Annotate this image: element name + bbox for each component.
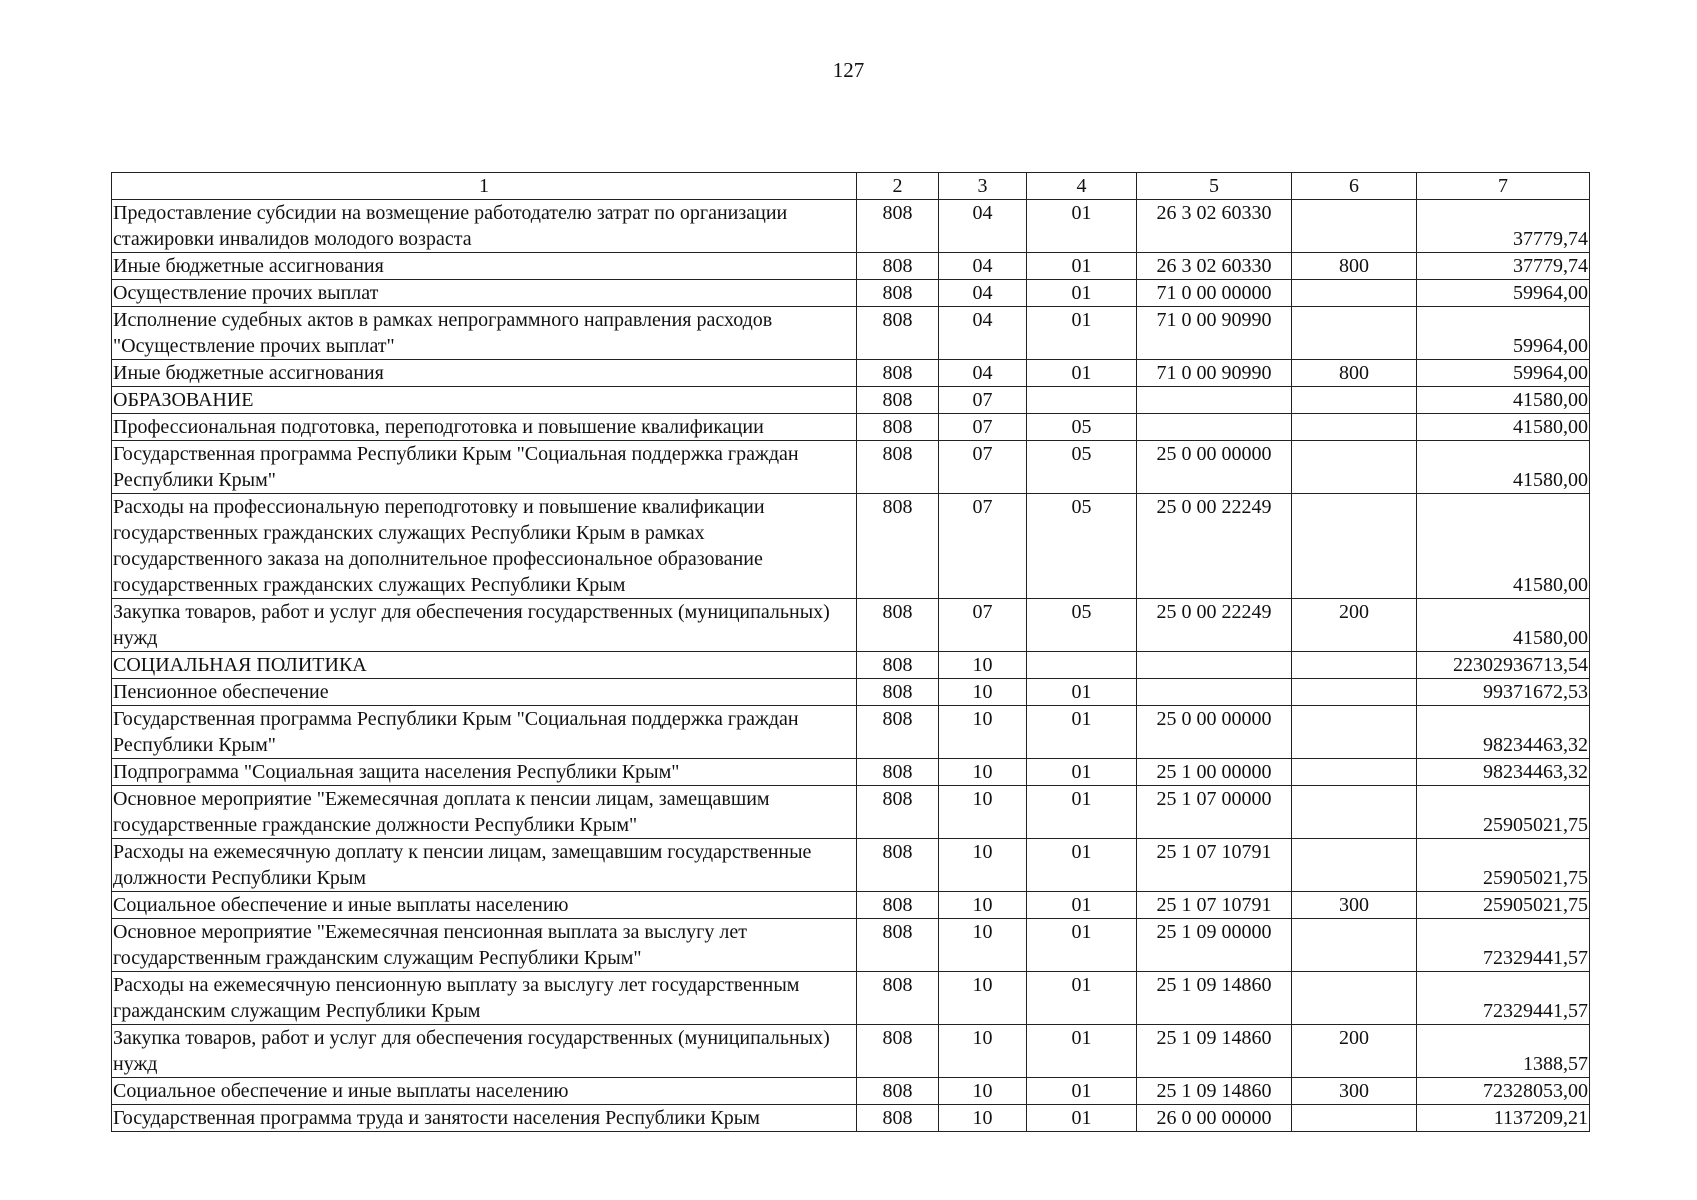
row-col-4: 05 xyxy=(1027,414,1137,441)
row-col-2: 808 xyxy=(857,307,939,360)
row-col-5: 71 0 00 90990 xyxy=(1137,307,1292,360)
row-name: Расходы на профессиональную переподготовку и повышение квалификации государственных гражданских служащих Республики Крым в рамках государственного заказа на дополнительное профессиональное образование государственных гражданских служащих Республики Крым xyxy=(112,494,857,599)
row-col-6 xyxy=(1292,414,1417,441)
row-col-4: 01 xyxy=(1027,1105,1137,1132)
row-col-2: 808 xyxy=(857,786,939,839)
row-col-3: 07 xyxy=(939,494,1027,599)
row-amount: 1388,57 xyxy=(1417,1025,1590,1078)
row-name: Закупка товаров, работ и услуг для обеспечения государственных (муниципальных) нужд xyxy=(112,599,857,652)
row-name: Расходы на ежемесячную доплату к пенсии лицам, замещавшим государственные должности Республики Крым xyxy=(112,839,857,892)
row-amount: 37779,74 xyxy=(1417,253,1590,280)
row-col-5: 25 0 00 22249 xyxy=(1137,599,1292,652)
row-col-3: 10 xyxy=(939,679,1027,706)
row-col-6 xyxy=(1292,706,1417,759)
row-amount: 72329441,57 xyxy=(1417,972,1590,1025)
row-name: Иные бюджетные ассигнования xyxy=(112,253,857,280)
row-name: ОБРАЗОВАНИЕ xyxy=(112,387,857,414)
row-col-6 xyxy=(1292,759,1417,786)
row-col-4: 01 xyxy=(1027,706,1137,759)
row-col-6 xyxy=(1292,441,1417,494)
row-col-5: 25 1 07 00000 xyxy=(1137,786,1292,839)
row-col-3: 10 xyxy=(939,786,1027,839)
header-row xyxy=(112,173,1590,200)
row-amount: 25905021,75 xyxy=(1417,839,1590,892)
table-row xyxy=(112,414,1590,441)
row-col-2: 808 xyxy=(857,1105,939,1132)
row-col-2: 808 xyxy=(857,759,939,786)
row-amount: 25905021,75 xyxy=(1417,786,1590,839)
row-amount: 59964,00 xyxy=(1417,280,1590,307)
row-amount: 41580,00 xyxy=(1417,414,1590,441)
row-col-6: 800 xyxy=(1292,360,1417,387)
row-col-6 xyxy=(1292,1105,1417,1132)
row-col-6 xyxy=(1292,280,1417,307)
header-col-5: 5 xyxy=(1137,173,1292,200)
row-col-3: 04 xyxy=(939,360,1027,387)
row-col-5: 25 0 00 00000 xyxy=(1137,706,1292,759)
row-amount: 41580,00 xyxy=(1417,494,1590,599)
row-col-4: 01 xyxy=(1027,360,1137,387)
row-amount: 1137209,21 xyxy=(1417,1105,1590,1132)
row-name: Государственная программа Республики Крым "Социальная поддержка граждан Республики Крым" xyxy=(112,706,857,759)
row-name: Осуществление прочих выплат xyxy=(112,280,857,307)
row-amount: 22302936713,54 xyxy=(1417,652,1590,679)
row-col-6 xyxy=(1292,494,1417,599)
row-col-6: 200 xyxy=(1292,1025,1417,1078)
row-col-3: 10 xyxy=(939,706,1027,759)
row-col-3: 10 xyxy=(939,1105,1027,1132)
row-col-2: 808 xyxy=(857,494,939,599)
row-col-5: 26 3 02 60330 xyxy=(1137,253,1292,280)
row-col-6 xyxy=(1292,652,1417,679)
row-col-6 xyxy=(1292,839,1417,892)
row-col-4: 01 xyxy=(1027,200,1137,253)
row-col-6 xyxy=(1292,307,1417,360)
row-amount: 37779,74 xyxy=(1417,200,1590,253)
table-row xyxy=(112,839,1590,892)
table-row xyxy=(112,360,1590,387)
row-col-4: 01 xyxy=(1027,307,1137,360)
row-col-4: 01 xyxy=(1027,972,1137,1025)
row-col-2: 808 xyxy=(857,972,939,1025)
row-col-6 xyxy=(1292,919,1417,972)
row-col-5 xyxy=(1137,387,1292,414)
row-col-2: 808 xyxy=(857,1078,939,1105)
row-name: Расходы на ежемесячную пенсионную выплату за выслугу лет государственным гражданским служащим Республики Крым xyxy=(112,972,857,1025)
row-col-3: 07 xyxy=(939,441,1027,494)
row-name: Государственная программа труда и занятости населения Республики Крым xyxy=(112,1105,857,1132)
row-amount: 98234463,32 xyxy=(1417,759,1590,786)
row-col-6: 200 xyxy=(1292,599,1417,652)
row-amount: 25905021,75 xyxy=(1417,892,1590,919)
row-col-5: 25 0 00 00000 xyxy=(1137,441,1292,494)
row-col-3: 07 xyxy=(939,414,1027,441)
row-col-6 xyxy=(1292,679,1417,706)
row-name: Закупка товаров, работ и услуг для обеспечения государственных (муниципальных) нужд xyxy=(112,1025,857,1078)
table-row xyxy=(112,599,1590,652)
row-name: Профессиональная подготовка, переподготовка и повышение квалификации xyxy=(112,414,857,441)
budget-table xyxy=(111,172,1590,1132)
row-col-4: 01 xyxy=(1027,679,1137,706)
row-name: Предоставление субсидии на возмещение работодателю затрат по организации стажировки инвалидов молодого возраста xyxy=(112,200,857,253)
row-col-4 xyxy=(1027,652,1137,679)
row-col-4: 01 xyxy=(1027,839,1137,892)
row-col-3: 10 xyxy=(939,652,1027,679)
row-col-2: 808 xyxy=(857,253,939,280)
table-row xyxy=(112,919,1590,972)
row-col-4: 05 xyxy=(1027,599,1137,652)
table-row xyxy=(112,679,1590,706)
row-col-5 xyxy=(1137,652,1292,679)
row-col-4: 01 xyxy=(1027,1078,1137,1105)
row-amount: 59964,00 xyxy=(1417,307,1590,360)
header-col-1: 1 xyxy=(112,173,857,200)
row-col-2: 808 xyxy=(857,414,939,441)
row-col-3: 10 xyxy=(939,839,1027,892)
row-col-2: 808 xyxy=(857,200,939,253)
table-row xyxy=(112,1025,1590,1078)
table-row xyxy=(112,706,1590,759)
table-row xyxy=(112,307,1590,360)
row-col-5 xyxy=(1137,414,1292,441)
row-amount: 59964,00 xyxy=(1417,360,1590,387)
row-amount: 72328053,00 xyxy=(1417,1078,1590,1105)
row-col-5: 71 0 00 00000 xyxy=(1137,280,1292,307)
row-col-5: 26 0 00 00000 xyxy=(1137,1105,1292,1132)
row-name: Иные бюджетные ассигнования xyxy=(112,360,857,387)
row-col-3: 10 xyxy=(939,1025,1027,1078)
row-col-4: 01 xyxy=(1027,919,1137,972)
row-col-2: 808 xyxy=(857,839,939,892)
row-col-3: 10 xyxy=(939,972,1027,1025)
row-col-4: 05 xyxy=(1027,494,1137,599)
table-row xyxy=(112,892,1590,919)
row-col-2: 808 xyxy=(857,280,939,307)
row-col-6: 300 xyxy=(1292,1078,1417,1105)
row-col-3: 07 xyxy=(939,387,1027,414)
row-col-4: 01 xyxy=(1027,759,1137,786)
page-number: 127 xyxy=(832,58,865,82)
row-name: Подпрограмма "Социальная защита населения Республики Крым" xyxy=(112,759,857,786)
row-col-4: 01 xyxy=(1027,1025,1137,1078)
row-name: Социальное обеспечение и иные выплаты населению xyxy=(112,1078,857,1105)
row-col-3: 07 xyxy=(939,599,1027,652)
row-col-4: 01 xyxy=(1027,892,1137,919)
row-col-3: 04 xyxy=(939,253,1027,280)
row-col-4 xyxy=(1027,387,1137,414)
row-name: Государственная программа Республики Крым "Социальная поддержка граждан Республики Крым" xyxy=(112,441,857,494)
row-col-2: 808 xyxy=(857,706,939,759)
table-row xyxy=(112,1105,1590,1132)
row-col-5: 25 1 07 10791 xyxy=(1137,839,1292,892)
table-row xyxy=(112,1078,1590,1105)
row-col-4: 01 xyxy=(1027,786,1137,839)
row-col-5: 25 1 09 14860 xyxy=(1137,1078,1292,1105)
row-col-2: 808 xyxy=(857,441,939,494)
row-name: Основное мероприятие "Ежемесячная доплата к пенсии лицам, замещавшим государственные гражданские должности Республики Крым" xyxy=(112,786,857,839)
row-name: Основное мероприятие "Ежемесячная пенсионная выплата за выслугу лет государственным гражданским служащим Республики Крым" xyxy=(112,919,857,972)
row-col-5: 25 1 07 10791 xyxy=(1137,892,1292,919)
table-row xyxy=(112,759,1590,786)
header-col-6: 6 xyxy=(1292,173,1417,200)
row-col-5 xyxy=(1137,679,1292,706)
row-col-3: 10 xyxy=(939,1078,1027,1105)
row-col-6: 300 xyxy=(1292,892,1417,919)
row-name: СОЦИАЛЬНАЯ ПОЛИТИКА xyxy=(112,652,857,679)
row-col-3: 10 xyxy=(939,892,1027,919)
row-name: Социальное обеспечение и иные выплаты населению xyxy=(112,892,857,919)
table-row xyxy=(112,972,1590,1025)
row-col-5: 25 0 00 22249 xyxy=(1137,494,1292,599)
row-col-5: 25 1 09 00000 xyxy=(1137,919,1292,972)
header-col-3: 3 xyxy=(939,173,1027,200)
row-col-3: 10 xyxy=(939,919,1027,972)
table-row xyxy=(112,786,1590,839)
table-row xyxy=(112,441,1590,494)
row-name: Пенсионное обеспечение xyxy=(112,679,857,706)
row-amount: 41580,00 xyxy=(1417,387,1590,414)
row-col-3: 10 xyxy=(939,759,1027,786)
row-col-6 xyxy=(1292,200,1417,253)
row-col-6 xyxy=(1292,972,1417,1025)
table-row xyxy=(112,280,1590,307)
table-row xyxy=(112,253,1590,280)
row-col-2: 808 xyxy=(857,892,939,919)
row-col-2: 808 xyxy=(857,1025,939,1078)
row-col-5: 25 1 09 14860 xyxy=(1137,1025,1292,1078)
row-col-2: 808 xyxy=(857,652,939,679)
row-col-6 xyxy=(1292,387,1417,414)
row-col-3: 04 xyxy=(939,280,1027,307)
table-row xyxy=(112,652,1590,679)
row-amount: 98234463,32 xyxy=(1417,706,1590,759)
row-col-3: 04 xyxy=(939,307,1027,360)
table-row xyxy=(112,200,1590,253)
row-col-2: 808 xyxy=(857,599,939,652)
row-col-2: 808 xyxy=(857,387,939,414)
row-amount: 41580,00 xyxy=(1417,599,1590,652)
row-amount: 99371672,53 xyxy=(1417,679,1590,706)
row-col-5: 26 3 02 60330 xyxy=(1137,200,1292,253)
row-name: Исполнение судебных актов в рамках непрограммного направления расходов "Осуществление прочих выплат" xyxy=(112,307,857,360)
row-col-5: 25 1 09 14860 xyxy=(1137,972,1292,1025)
header-col-2: 2 xyxy=(857,173,939,200)
table-body xyxy=(112,200,1590,1132)
row-col-5: 71 0 00 90990 xyxy=(1137,360,1292,387)
row-amount: 41580,00 xyxy=(1417,441,1590,494)
row-col-5: 25 1 00 00000 xyxy=(1137,759,1292,786)
table-row xyxy=(112,494,1590,599)
header-col-4: 4 xyxy=(1027,173,1137,200)
row-col-2: 808 xyxy=(857,919,939,972)
row-col-4: 05 xyxy=(1027,441,1137,494)
row-col-2: 808 xyxy=(857,679,939,706)
row-col-4: 01 xyxy=(1027,253,1137,280)
row-col-4: 01 xyxy=(1027,280,1137,307)
header-col-7: 7 xyxy=(1417,173,1590,200)
row-col-3: 04 xyxy=(939,200,1027,253)
row-col-6: 800 xyxy=(1292,253,1417,280)
row-col-6 xyxy=(1292,786,1417,839)
row-amount: 72329441,57 xyxy=(1417,919,1590,972)
table-row xyxy=(112,387,1590,414)
row-col-2: 808 xyxy=(857,360,939,387)
